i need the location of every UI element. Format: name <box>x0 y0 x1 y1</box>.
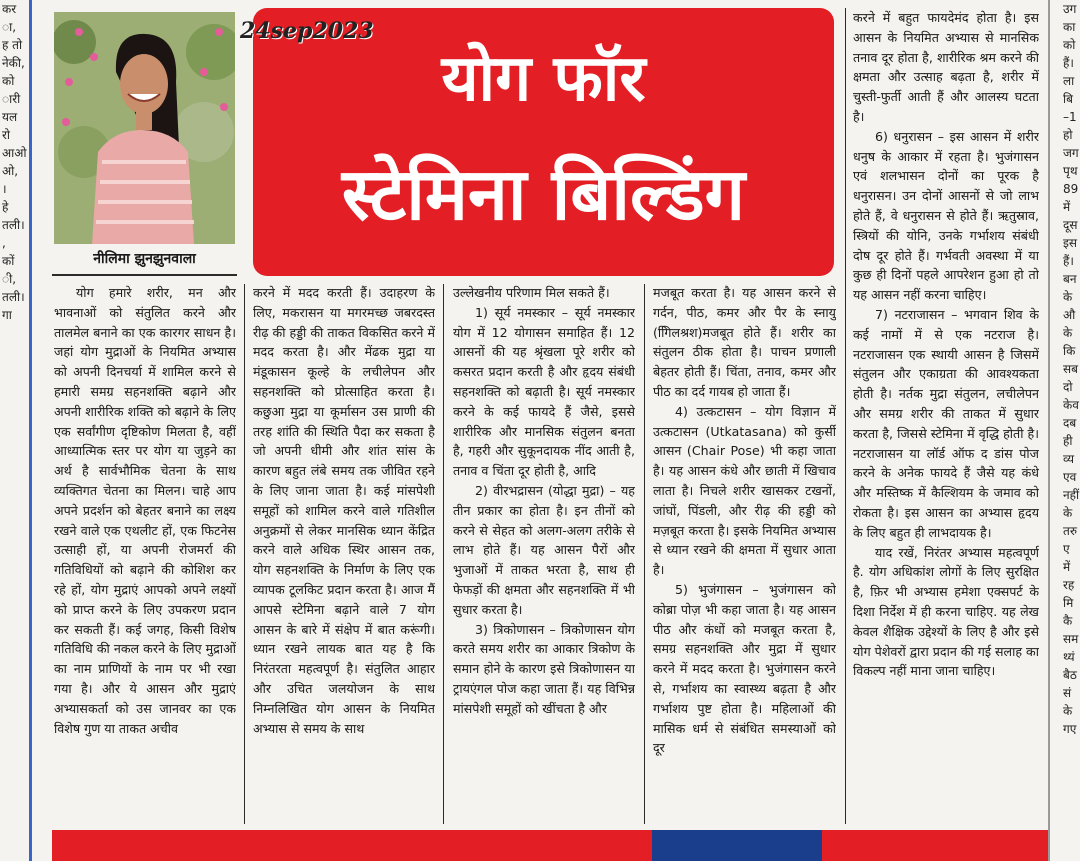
fragment-text: थ्यं <box>1063 650 1075 664</box>
fragment-text: कि <box>1063 344 1076 358</box>
fragment-text: हैं। <box>1063 254 1074 268</box>
fragment-text: रो <box>2 128 11 142</box>
article-column-2 <box>253 283 435 827</box>
fragment-text: इस <box>1063 236 1078 250</box>
fragment-text: कै <box>1063 614 1073 628</box>
fragment-text: के <box>1063 506 1073 520</box>
fragment-text: में <box>1063 560 1071 574</box>
fragment-text: ा, <box>2 20 17 34</box>
fragment-text: तली। <box>2 218 25 232</box>
fragment-text: आओ <box>2 146 27 160</box>
fragment-text: के <box>1063 326 1073 340</box>
fragment-text: एव <box>1063 470 1077 484</box>
author-name: नीलिमा झुनझुनवाला <box>93 251 196 267</box>
fragment-text: हे <box>2 200 9 214</box>
article-paragraph: 5) भुजंगासन – भुजंगासन को कोब्रा पोज़ भी कहा जाता है। यह आसन पीठ और कंधों को मजबूत करता है, समग्र सहनशक्ति और मुद्रा में सुधार करने में मदद करता है। भुजंगासन करने से, गर्भाशय का स्वास्थ्य बढ़ता है और गर्भाशय पुष्ट होता है। महिलाओं की मासिक धर्म से संबंधित समस्याओं को दूर <box>653 581 836 756</box>
fragment-text: के <box>1063 290 1073 304</box>
article-paragraph: 4) उत्कटासन – योग विज्ञान में उत्कटासन (Utkatasana) को कुर्सी आसन (Chair Pose) भी कहा जाता है। यह आसन कंधे और छाती में खिचाव लाता है। निचले शरीर खासकर टखनों, जांघों, पिंडली, और रीढ़ की हड्डी को मज़बूत करता है। इसके नियमित अभ्यास से ध्यान रखने की क्षमता में सुधार आता है। <box>653 403 836 578</box>
article-paragraph: 7) नटराजासन – भगवान शिव के कई नामों में से एक नटराज है। नटराजासन एक स्थायी आसन है जिसमें संतुलन और एकाग्रता की आवश्यकता होती है। नर्तक मुद्रा संतुलन, लचीलेपन और समग्र शरीर की ताकत में सुधार करता है, जिससे स्टेमिना में वृद्धि होती है। नटराजासन या लॉर्ड ऑफ द डांस पोज करने के अनेक फायदे हैं जैसे यह कंधे और मस्तिष्क में कैल्शियम के जमाव को रोकता है। इस आसन का अभ्यास हृदय के लिए बहुत ही लाभदायक है। <box>853 306 1039 540</box>
fragment-text: में <box>1063 200 1071 214</box>
fragment-text: औ <box>1063 308 1076 322</box>
article-column-5 <box>853 8 1039 826</box>
fragment-text: दो <box>1063 380 1073 394</box>
fragment-text: को <box>2 74 15 88</box>
fragment-text: , <box>2 236 6 250</box>
fragment-text: ए <box>1063 542 1070 556</box>
fragment-text: बन <box>1063 272 1077 286</box>
fragment-text: यल <box>2 110 18 124</box>
fragment-text: मि <box>1063 596 1074 610</box>
article-paragraph: 3) त्रिकोणासन – त्रिकोणासन योग करते समय शरीर का आकार त्रिकोण के समान होने के कारण इसे त्रिकोणासन या ट्रायएंगल पोज कहा जाता हैं। यह विभिन्न मांसपेशी समूहों को खींचता है और <box>453 621 635 716</box>
fragment-text: –1 <box>1063 110 1077 124</box>
fragment-text: कों <box>2 254 15 268</box>
fragment-text: गए <box>1063 722 1077 736</box>
caption-rule <box>52 274 237 276</box>
fragment-text: का <box>1063 20 1076 34</box>
fragment-text: ओ, <box>2 164 19 178</box>
fragment-text: ारी <box>2 92 21 106</box>
fragment-text: सब <box>1063 362 1078 376</box>
fragment-text: सं <box>1063 686 1072 700</box>
fragment-text: ह तो <box>2 38 23 52</box>
headline-line-1: योग फॉर <box>441 42 646 116</box>
fragment-text: 89 <box>1063 182 1079 196</box>
right-column-fragment <box>1048 0 1080 861</box>
headline-line-2: स्टेमिना बिल्डिंग <box>341 152 746 236</box>
article-paragraph: करने में मदद करती हैं। उदाहरण के लिए, मकरासन या मगरमच्छ जबरदस्त रीढ़ की हड्डी की ताकत विकसित करने में मदद करता है। और मेंढक मुद्रा या मंडूकासन कूल्हे के लचीलेपन और सहनशक्ति को प्रोत्साहित करता है। कछुआ मुद्रा या कूर्मासन उस प्राणी की तरह शांति की स्थिति पैदा कर सकता है जो अपनी धीमी और शांत सांस के कारण बहुत लंबे समय तक जीवित रहने के लिए जाना जाता है। कई मांसपेशी समूहों को शामिल करने वाले गतिशील अनुक्रमों से लेकर मानसिक ध्यान केंद्रित करने वाले अधिक स्थिर आसन तक, योग सहनशक्ति के निर्माण के लिए एक व्यापक टूलकिट प्रदान करता है। आज मैं आपसे स्टेमिना बढ़ाने वाले 7 योग आसन के बारे में संक्षेप में बात करूंगी। ध्यान रखने लायक बात यह है कि निरंतरता महत्वपूर्ण है। संतुलित आहार और उचित जलयोजन के साथ निम्नलिखित योग आसन के नियमित अभ्यास से समय के साथ <box>253 285 435 736</box>
next-story-banner <box>52 830 1048 861</box>
fragment-text: ही <box>1063 434 1073 448</box>
fragment-text: गा <box>2 308 12 322</box>
fragment-text: हो <box>1063 128 1073 142</box>
fragment-text: रह <box>1063 578 1075 592</box>
column-divider <box>443 284 444 824</box>
fragment-text: नहीं <box>1063 488 1080 502</box>
headline-banner <box>253 8 834 276</box>
article-paragraph: याद रखें, निरंतर अभ्यास महत्वपूर्ण है. योग अधिकांश लोगों के लिए सुरक्षित है, फ़िर भी अभ्यास हमेशा एक्सपर्ट के दिशा निर्देश में ही करना चाहिए. यह लेख केवल शैक्षिक उद्देश्यों के लिए है और इसे योग पेशेवरों द्वारा प्रदान की गई सलाह का विकल्प नहीं माना जाना चाहिए। <box>853 544 1039 679</box>
fragment-text: बैठ <box>1063 668 1077 682</box>
article-column-3 <box>453 283 635 827</box>
fragment-text: जग <box>1063 146 1079 160</box>
column-divider <box>244 284 245 824</box>
author-photo <box>54 12 235 244</box>
article-paragraph: उल्लेखनीय परिणाम मिल सकते हैं। <box>453 285 610 300</box>
fragment-text: दूस <box>1063 218 1078 232</box>
fragment-text: हैं। <box>1063 56 1074 70</box>
fragment-text: तली। <box>2 290 25 304</box>
fragment-text: व्य <box>1063 452 1075 466</box>
fragment-text: पृथ <box>1063 164 1078 178</box>
fragment-text: ला <box>1063 74 1075 88</box>
article-paragraph: मजबूत करता है। यह आसन करने से गर्दन, पीठ, कमर और पैर के स्नायु (गििलश्रश)मजबूत होते हैं। शरीर का संतुलन ठीक होता है। पाचन प्रणाली बेहतर होती हैं। चिंता, तनाव, कमर और पीठ का दर्द गायब हो जाता हैं। <box>653 285 836 399</box>
fragment-text: को <box>1063 38 1076 52</box>
fragment-text: केव <box>1063 398 1079 412</box>
fragment-text: कर <box>2 2 17 16</box>
date-stamp: 24sep2023 <box>240 18 374 44</box>
fragment-text: सम <box>1063 632 1079 646</box>
fragment-text: नेकी, <box>2 56 25 70</box>
article-column-1 <box>54 283 236 827</box>
fragment-text: बि <box>1063 92 1073 106</box>
article-paragraph: 2) वीरभद्रासन (योद्धा मुद्रा) – यह तीन प्रकार का होता है। इन तीनों को करने से सेहत को अलग-अलग तरीके से लाभ होते हैं। यह आसन पैरों और भुजाओं में ताकत भरता है, साथ ही फेफड़ों की क्षमता और सहनशक्ति में भी सुधार करता है। <box>453 482 635 617</box>
fragment-text: उग <box>1063 2 1077 16</box>
fragment-text: । <box>2 182 7 196</box>
column-divider <box>845 8 846 824</box>
article-paragraph: योग हमारे शरीर, मन और भावनाओं को संतुलित करने और तालमेल बनाने का एक कारगर साधन है। जहां योग मुद्राओं के नियमित अभ्यास को अपनी दिनचर्या में शामिल करने से हमारी समग्र सहनशक्ति बढ़ाने और अपनी शारीरिक शक्ति को बढ़ाने के लिए एक सर्वांगीण दृष्टिकोण मिलता है, वहीं आध्यात्मिक स्तर पर योग या जुड़ने का अर्थ है सार्वभौमिक चेतना के साथ व्यक्तिगत चेतना का मिलन। चाहे आप अपने प्रदर्शन को बेहतर बनाने का लक्ष्य रखने वाले एक एथलीट हों, एक फिटनेस उत्साही हों, या अपनी रोजमर्रा की गतिविधियों को बढ़ाने की कोशिश कर रहे हों, योग मुद्राएं आपको अपने लक्ष्यों को प्राप्त करने के लिए उपकरण प्रदान कर सकती हैं। कई जगह, किसी विशेष गतिविधि की नकल करने के लिए मुद्राओं का नाम प्राणियों के नाम पर भी रखा गया है। और ये आसन और मुद्राएं अभ्यासकर्ता को उस जानवर का एक विशेष गुण या ताकत अचीव <box>54 285 236 736</box>
fragment-text: के <box>1063 704 1073 718</box>
article-column-4 <box>653 283 836 827</box>
fragment-text: तरु <box>1063 524 1078 538</box>
fragment-text: ी, <box>2 272 17 286</box>
article-paragraph: 1) सूर्य नमस्कार – सूर्य नमस्कार योग में 12 योगासन समाहित हैं। 12 आसनों की यह श्रृंखला पूरे शरीर को कसरत प्रदान करती है और हृदय संबंधी सहनशक्ति को बढ़ाती है। सूर्य नमस्कार करने के कई फायदे हैं जैसे, इससे शारीरिक और मानसिक संतुलन बनता है, गहरी और सुकूनदायक नींद आती है, तनाव व चिंता दूर होती है, आदि <box>453 304 635 479</box>
article-paragraph: करने में बहुत फायदेमंद होता है। इस आसन के नियमित अभ्यास से मानसिक तनाव दूर होता है, शारीरिक श्रम करने की क्षमता और उत्साह बढ़ता है, शरीर में चुस्ती-फुर्ती आती हैं और आलस्य घटता है। <box>853 10 1039 124</box>
fragment-text: दब <box>1063 416 1077 430</box>
left-column-fragment <box>0 0 32 861</box>
article-paragraph: 6) धनुरासन – इस आसन में शरीर धनुष के आकार में रहता है। भुजंगासन एवं शलभासन दोनों का पूरक है धनुरासन। उन दोनों आसनों से जो लाभ होते हैं, वे धनुरासन से होते हैं। ऋतुस्राव, स्त्रियों की योनि, उनके गर्भाशय संबंधी दोष दूर होते हैं। गर्भवती अवस्था में या कुछ ही दिनों पहले आपरेशन हुआ हो तो यह आसन नहीं करना चाहिए। <box>853 128 1039 303</box>
column-divider <box>644 284 645 824</box>
